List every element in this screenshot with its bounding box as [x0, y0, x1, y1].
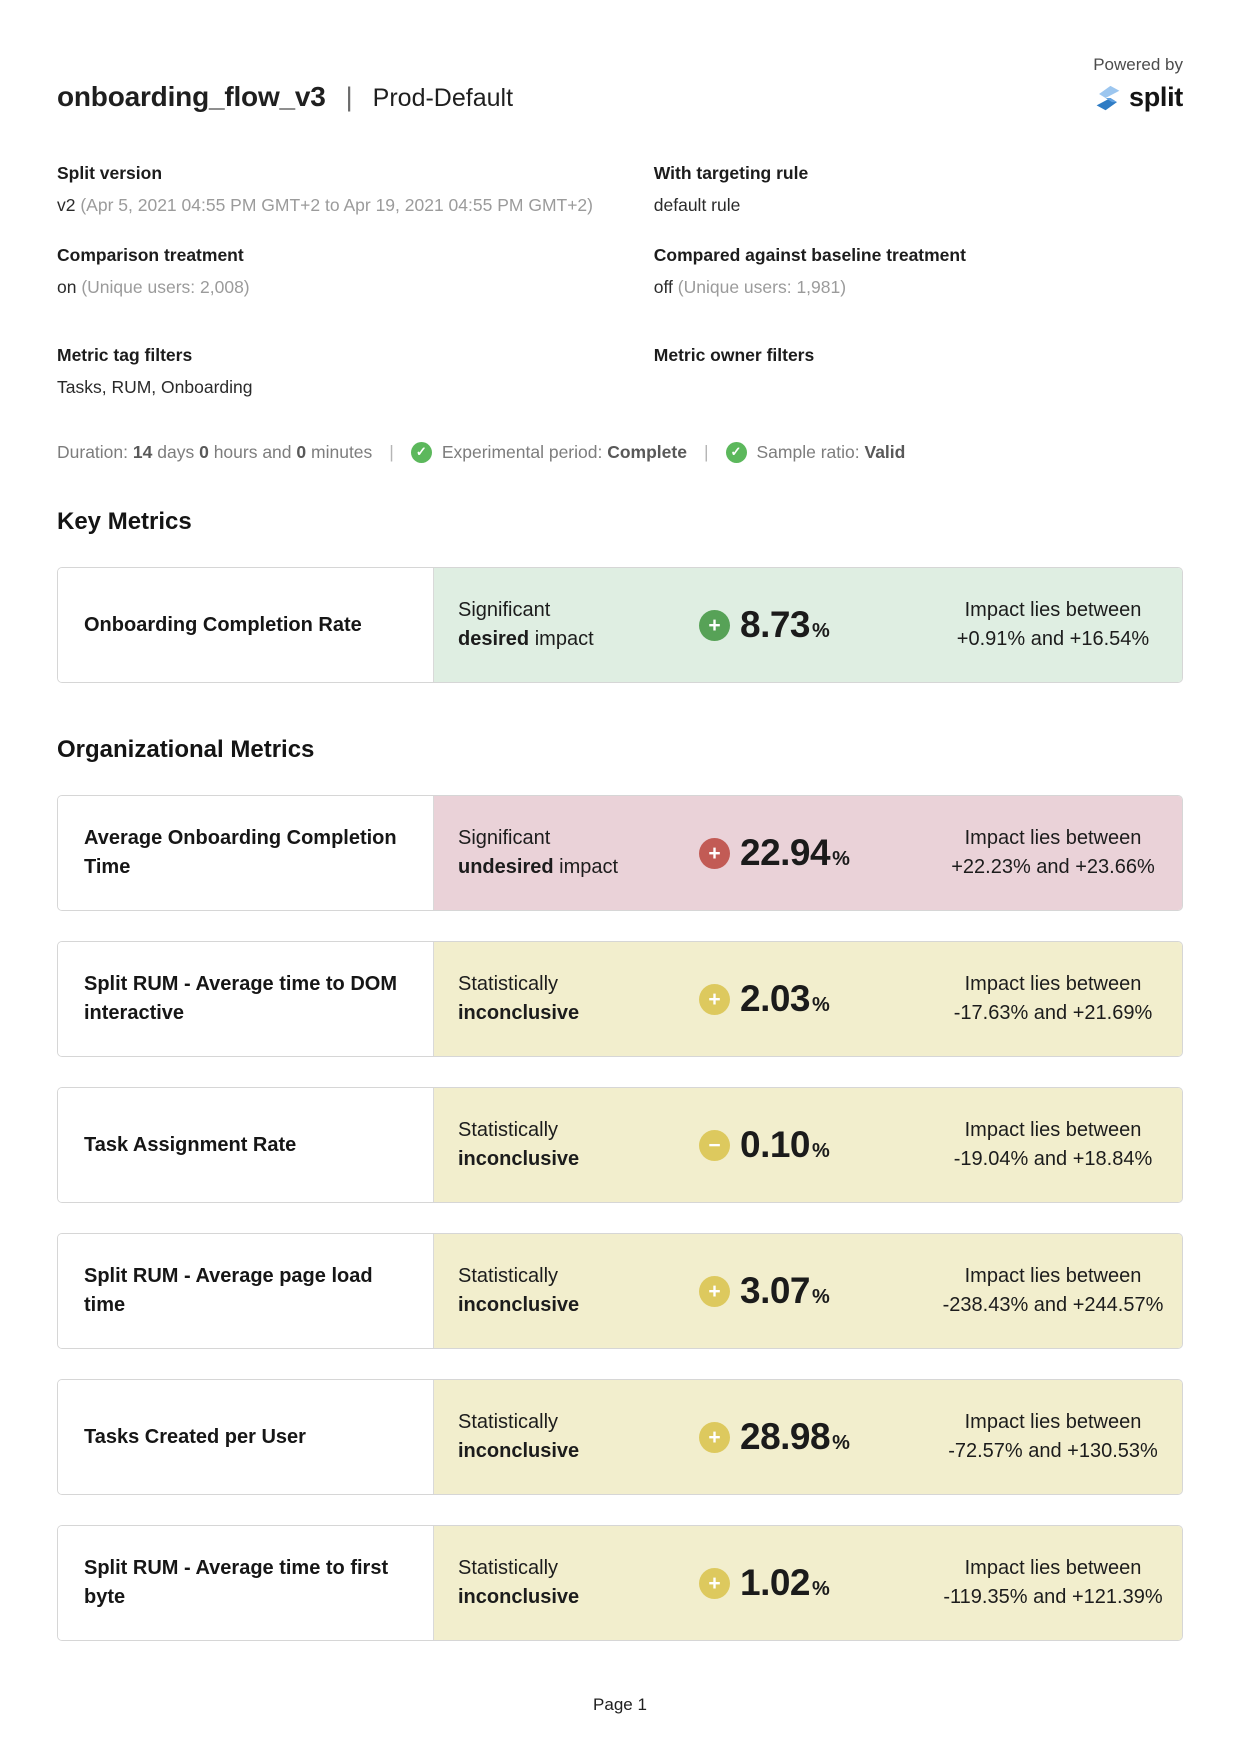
- confidence-interval: [924, 970, 1182, 1028]
- metric-result: [434, 1526, 1182, 1640]
- metric-card-task-assignment-rate: [57, 1087, 1183, 1203]
- status-line2: [458, 1437, 659, 1466]
- metric-card-rum-time-to-first-byte: [57, 1525, 1183, 1641]
- status-bold: inconclusive: [458, 1294, 580, 1316]
- metric-impact: [659, 832, 924, 874]
- metric-status: [434, 1262, 659, 1320]
- metric-tag-filters-value: Tasks, RUM, Onboarding: [57, 377, 253, 397]
- metric-name: Split RUM - Average page load time: [58, 1234, 434, 1348]
- status-bold: desired: [458, 628, 530, 650]
- impact-unit: %: [812, 620, 830, 642]
- ci-line1: Impact lies between: [964, 1557, 1142, 1579]
- duration-minutes-unit: minutes: [311, 442, 373, 462]
- metric-name: Onboarding Completion Rate: [58, 568, 434, 682]
- impact-number: [740, 1124, 830, 1166]
- separator-pipe: |: [703, 442, 709, 462]
- metric-name: Average Onboarding Completion Time: [58, 796, 434, 910]
- metric-impact: [659, 978, 924, 1020]
- ci-line2: -238.43% and +244.57%: [942, 1294, 1164, 1316]
- confidence-interval: [924, 824, 1182, 882]
- impact-number: [740, 832, 850, 874]
- comparison-treatment-main: on: [57, 277, 77, 297]
- ci-line1: Impact lies between: [964, 1411, 1142, 1433]
- split-logo-icon: [1095, 85, 1121, 111]
- baseline-treatment-label: Compared against baseline treatment: [653, 245, 966, 265]
- summary-row: [57, 439, 1183, 465]
- status-line2: [458, 1145, 659, 1174]
- duration-days-unit: days: [157, 442, 195, 462]
- impact-value: 8.73: [740, 604, 811, 645]
- baseline-treatment-field: [654, 243, 1183, 299]
- confidence-interval: [924, 1554, 1182, 1612]
- experiment-title: onboarding_flow_v3: [57, 81, 326, 112]
- organizational-metrics-heading: Organizational Metrics: [57, 736, 315, 763]
- plus-icon: +: [699, 1276, 730, 1307]
- environment-name: Prod-Default: [372, 84, 514, 112]
- title-separator: |: [345, 82, 353, 112]
- plus-icon: +: [699, 984, 730, 1015]
- key-metrics-heading: Key Metrics: [57, 508, 192, 535]
- plus-icon: +: [699, 1422, 730, 1453]
- metric-name: Task Assignment Rate: [58, 1088, 434, 1202]
- metric-impact: [659, 1270, 924, 1312]
- experimental-period-value: Complete: [607, 442, 687, 462]
- metric-card-avg-onboarding-completion-time: [57, 795, 1183, 911]
- split-version-field: [57, 161, 654, 217]
- metric-result: [434, 1088, 1182, 1202]
- sample-ratio-label: Sample ratio:: [756, 442, 860, 462]
- impact-value: 0.10: [740, 1124, 811, 1165]
- ci-line2: +0.91% and +16.54%: [956, 628, 1150, 650]
- ci-line2: -119.35% and +121.39%: [943, 1586, 1163, 1608]
- impact-value: 1.02: [740, 1562, 811, 1603]
- impact-value: 2.03: [740, 978, 811, 1019]
- status-bold: inconclusive: [458, 1440, 580, 1462]
- split-version-label: Split version: [57, 163, 163, 183]
- impact-number: [740, 1416, 850, 1458]
- check-icon: ✓: [726, 442, 747, 463]
- metric-status: [434, 1408, 659, 1466]
- split-logo: [1093, 82, 1183, 113]
- experimental-period-label: Experimental period:: [441, 442, 603, 462]
- metric-status: [434, 970, 659, 1028]
- metric-tag-filters-label: Metric tag filters: [57, 345, 193, 365]
- status-line1: Significant: [458, 599, 551, 621]
- duration-hours-unit: hours and: [213, 442, 292, 462]
- duration-hours: 0: [199, 442, 209, 462]
- baseline-treatment-main: off: [653, 277, 673, 297]
- split-version-main: v2: [57, 195, 76, 215]
- status-bold: inconclusive: [458, 1148, 580, 1170]
- status-line1: Statistically: [458, 973, 559, 995]
- impact-unit: %: [812, 994, 830, 1016]
- metric-owner-filters-field: [654, 343, 1183, 399]
- status-line2: [458, 625, 659, 654]
- impact-number: [740, 1562, 830, 1604]
- metric-card-rum-dom-interactive: [57, 941, 1183, 1057]
- impact-value: 22.94: [740, 832, 831, 873]
- metric-status: [434, 1116, 659, 1174]
- baseline-treatment-users: (Unique users: 1,981): [677, 277, 847, 297]
- targeting-rule-label: With targeting rule: [653, 163, 809, 183]
- metric-result: [434, 1234, 1182, 1348]
- status-line1: Statistically: [458, 1119, 559, 1141]
- metric-card-tasks-created-per-user: [57, 1379, 1183, 1495]
- duration-minutes: 0: [296, 442, 307, 462]
- metric-result: [434, 796, 1182, 910]
- metric-status: [434, 1554, 659, 1612]
- ci-line2: -72.57% and +130.53%: [948, 1440, 1158, 1462]
- baseline-treatment-value: [654, 275, 1183, 299]
- confidence-interval: [924, 596, 1182, 654]
- targeting-rule-field: [654, 161, 1183, 217]
- metric-tag-filters-field: [57, 343, 654, 399]
- status-rest: impact: [529, 628, 594, 650]
- separator-pipe: |: [389, 442, 394, 462]
- impact-unit: %: [812, 1578, 830, 1600]
- impact-number: [740, 978, 830, 1020]
- impact-unit: %: [812, 1140, 830, 1162]
- status-line1: Statistically: [458, 1265, 559, 1287]
- impact-unit: %: [812, 1286, 830, 1308]
- split-version-dates: (Apr 5, 2021 04:55 PM GMT+2 to Apr 19, 2021 04:55 PM GMT+2): [80, 195, 593, 215]
- status-bold: inconclusive: [458, 1002, 580, 1024]
- plus-icon: +: [699, 838, 730, 869]
- impact-number: [740, 1270, 830, 1312]
- metric-impact: [659, 1416, 924, 1458]
- ci-line2: -17.63% and +21.69%: [953, 1002, 1153, 1024]
- status-line2: [458, 853, 659, 882]
- status-bold: inconclusive: [458, 1586, 580, 1608]
- status-line1: Statistically: [458, 1557, 559, 1579]
- targeting-rule-value: [654, 193, 1183, 217]
- status-line2: [458, 1291, 659, 1320]
- confidence-interval: [924, 1116, 1182, 1174]
- confidence-interval: [924, 1408, 1182, 1466]
- metric-result: [434, 568, 1182, 682]
- impact-value: 28.98: [740, 1416, 831, 1457]
- minus-icon: −: [699, 1130, 730, 1161]
- split-logo-text: split: [1128, 82, 1183, 112]
- metric-impact: [659, 1124, 924, 1166]
- ci-line1: Impact lies between: [964, 1119, 1142, 1141]
- ci-line1: Impact lies between: [964, 599, 1142, 621]
- plus-icon: +: [699, 1568, 730, 1599]
- duration-days: 14: [132, 442, 153, 462]
- metric-name: Split RUM - Average time to first byte: [58, 1526, 434, 1640]
- duration-label: Duration:: [57, 442, 129, 462]
- status-rest: impact: [553, 856, 619, 878]
- metric-owner-filters-label: Metric owner filters: [653, 345, 815, 365]
- title-block: [57, 81, 513, 113]
- comparison-treatment-users: (Unique users: 2,008): [81, 277, 250, 297]
- impact-unit: %: [832, 848, 850, 870]
- status-line2: [458, 1583, 659, 1612]
- status-line2: [458, 999, 659, 1028]
- metric-impact: [659, 604, 924, 646]
- filters-grid: [57, 325, 1183, 423]
- sample-ratio-value: Valid: [864, 442, 906, 462]
- status-line1: Significant: [458, 827, 551, 849]
- metric-result: [434, 1380, 1182, 1494]
- targeting-rule-main: default rule: [653, 195, 741, 215]
- page-number: Page 1: [593, 1695, 647, 1714]
- comparison-treatment-field: [57, 243, 654, 299]
- impact-number: [740, 604, 830, 646]
- metadata-grid: [57, 135, 1183, 325]
- metric-card-rum-page-load-time: [57, 1233, 1183, 1349]
- ci-line1: Impact lies between: [964, 827, 1142, 849]
- plus-icon: +: [699, 610, 730, 641]
- status-line1: Statistically: [458, 1411, 559, 1433]
- metric-status: [434, 824, 659, 882]
- metric-status: [434, 596, 659, 654]
- split-version-value: [57, 193, 654, 217]
- metric-result: [434, 942, 1182, 1056]
- check-icon: ✓: [411, 442, 432, 463]
- metric-impact: [659, 1562, 924, 1604]
- metric-name: Tasks Created per User: [58, 1380, 434, 1494]
- page-header: [57, 55, 1183, 113]
- impact-unit: %: [832, 1432, 850, 1454]
- metric-card-onboarding-completion-rate: [57, 567, 1183, 683]
- metric-name: Split RUM - Average time to DOM interactive: [58, 942, 434, 1056]
- impact-value: 3.07: [740, 1270, 811, 1311]
- status-bold: undesired: [458, 856, 554, 878]
- brand-block: [1093, 55, 1183, 113]
- confidence-interval: [924, 1262, 1182, 1320]
- comparison-treatment-value: [57, 275, 654, 299]
- powered-by-label: Powered by: [1093, 55, 1183, 74]
- ci-line1: Impact lies between: [964, 973, 1142, 995]
- comparison-treatment-label: Comparison treatment: [57, 245, 244, 265]
- ci-line2: +22.23% and +23.66%: [951, 856, 1155, 878]
- ci-line1: Impact lies between: [964, 1265, 1142, 1287]
- ci-line2: -19.04% and +18.84%: [953, 1148, 1153, 1170]
